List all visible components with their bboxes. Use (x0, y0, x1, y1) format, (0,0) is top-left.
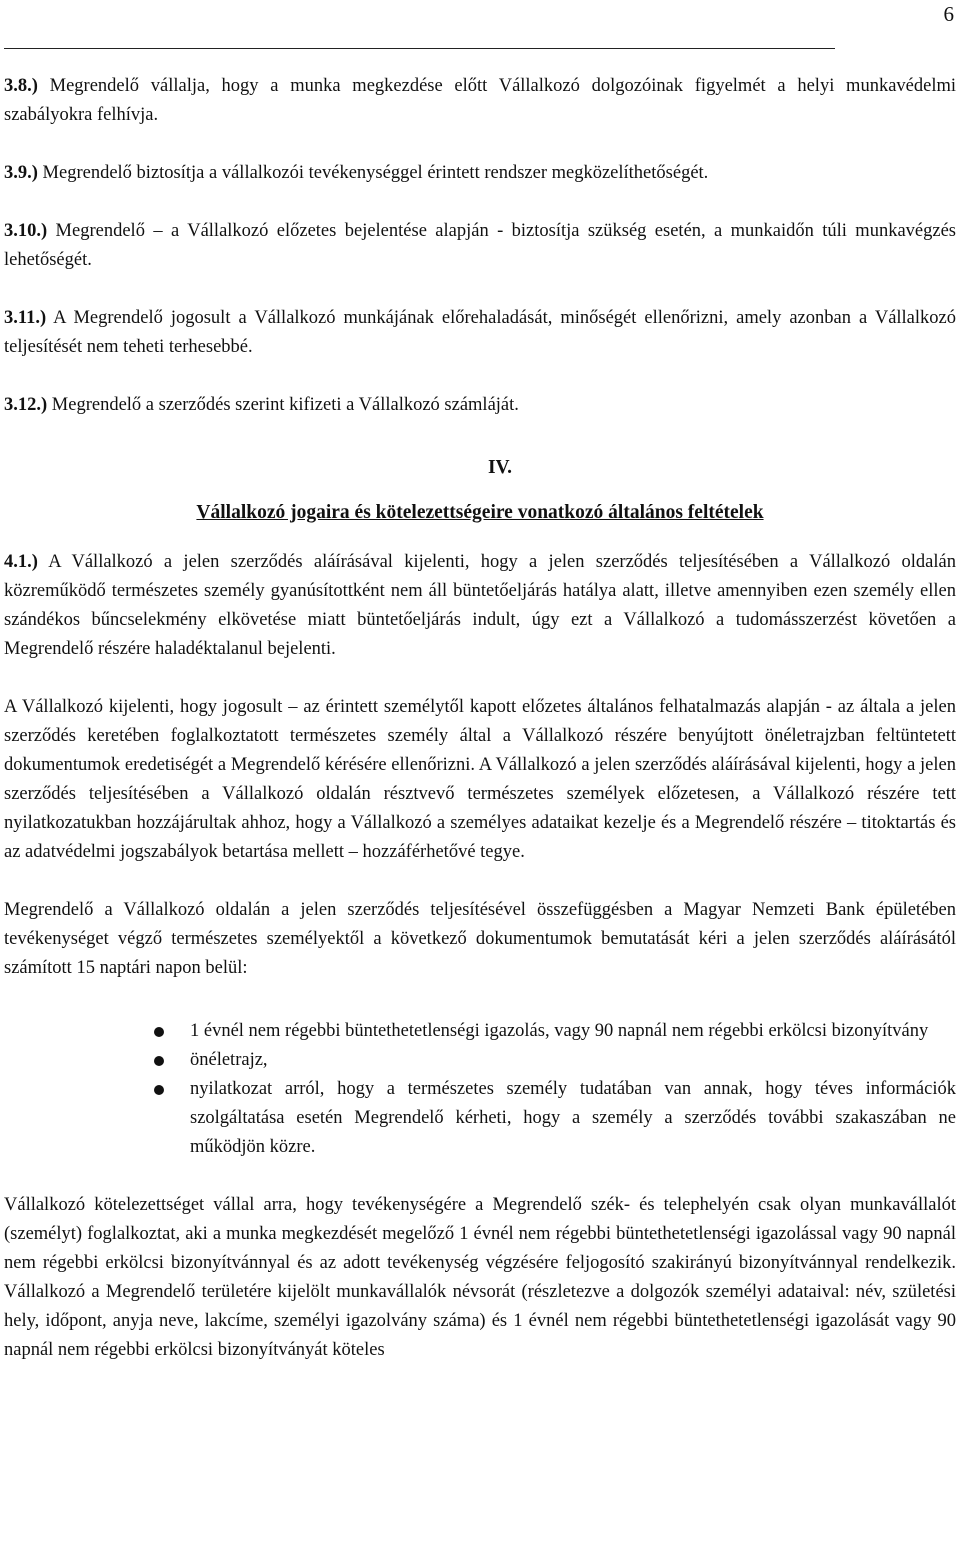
clause-number: 3.10.) (4, 221, 48, 241)
clause-number: 3.11.) (4, 308, 47, 328)
bullet-icon (154, 1027, 164, 1037)
clause-text: Megrendelő vállalja, hogy a munka megkezdése előtt Vállalkozó dolgozóinak figyelmét a helyi munkavédelmi szabályokra felhívja. (4, 76, 956, 125)
section-number: IV. (487, 457, 513, 478)
clause-3-9 (4, 159, 956, 188)
clause-4-1 (4, 548, 956, 664)
list-item-text: 1 évnél nem régebbi büntethetetlenségi igazolás, vagy 90 napnál nem régebbi erkölcsi bizonyítvány (190, 1021, 929, 1041)
document-body (4, 72, 956, 1365)
clause-number: 4.1.) (4, 552, 38, 572)
clause-number: 3.8.) (4, 76, 38, 96)
clause-number: 3.12.) (4, 395, 48, 415)
obligation-paragraph: Vállalkozó kötelezettséget vállal arra, hogy tevékenységére a Megrendelő szék- és telephelyén csak olyan munkavállalót (személyt) foglalkoztat, aki a munka megkezdését megelőző 1 évnél nem régebbi büntethetetlenségi igazolással vagy 90 napnál nem régebbi erkölcsi bizonyítvánnyal és az adott tevékenység végzésére feljogosító szakirányú bizonyítvánnyal rendelkezik. Vállalkozó a Megrendelő területére kijelölt munkavállalók névsorát (részletezve a dolgozók személyi adataival: név, születési hely, időpont, anyja neve, lakcíme, személyi igazolvány száma) és 1 évnél nem régebbi büntethetetlenségi igazolását vagy 90 napnál nem régebbi erkölcsi bizonyítványát köteles (4, 1195, 956, 1360)
clause-text: A Megrendelő jogosult a Vállalkozó munkájának előrehaladását, minőségét ellenőrizni, amely azonban a Vállalkozó teljesítését nem teheti terhesebbé. (4, 308, 956, 357)
list-item-text: nyilatkozat arról, hogy a természetes személy tudatában van annak, hogy téves információk szolgáltatása esetén Megrendelő kérheti, hogy a személy a szerződés további szakaszában ne működjön közre. (190, 1079, 956, 1157)
clause-3-12 (4, 391, 956, 420)
bullet-icon (154, 1085, 164, 1095)
clause-text: Megrendelő – a Vállalkozó előzetes bejelentése alapján - biztosítja szükség esetén, a munkaidőn túli munkavégzés lehetőségét. (4, 221, 956, 270)
list-item (4, 1017, 956, 1046)
clause-text: Megrendelő biztosítja a vállalkozói tevékenységgel érintett rendszer megközelíthetőségét. (37, 163, 709, 183)
declaration-paragraph: A Vállalkozó kijelenti, hogy jogosult – az érintett személytől kapott előzetes általános felhatalmazás alapján - az általa a jelen szerződés keretében foglalkoztatott természetes személy által a Vállalkozó részére benyújtott önéletrajzban feltüntetett dokumentumok eredetiségét a Megrendelő kérésére ellenőrizni. A Vállalkozó a jelen szerződés aláírásával kijelenti, hogy a jelen szerződés teljesítésében a Vállalkozó oldalán résztvevő természetes személyek előzetesen, a Vállalkozó részére tett nyilatkozatukban hozzájárultak ahhoz, hogy a Vállalkozó a személyes adataikat kezelje és a Megrendelő részére – titoktartás és az adatvédelmi jogszabályok betartása mellett – hozzáférhetővé tegye. (4, 697, 956, 862)
clause-3-10 (4, 217, 956, 275)
clause-3-11 (4, 304, 956, 362)
section-title: Vállalkozó jogaira és kötelezettségeire vonatkozó általános feltételek (196, 502, 764, 523)
list-item (4, 1075, 956, 1162)
clause-3-8 (4, 72, 956, 130)
page-number: 6 (943, 2, 954, 26)
clause-text: A Vállalkozó a jelen szerződés aláírásával kijelenti, hogy a jelen szerződés teljesítésében a Vállalkozó oldalán közreműködő természetes személy gyanúsítottként nem áll büntetőeljárás hatálya alatt, illetve amennyiben ezen személy ellen szándékos bűncselekmény elkövetése miatt büntetőeljárás indult, úgy ezt a Vállalkozó a tudomásszerzést követően a Megrendelő részére haladéktalanul bejelenti. (4, 552, 956, 659)
page-header (0, 0, 960, 60)
list-item (4, 1046, 956, 1075)
clause-text: Megrendelő a szerződés szerint kifizeti a Vállalkozó számláját. (47, 395, 519, 415)
document-request-paragraph: Megrendelő a Vállalkozó oldalán a jelen szerződés teljesítésével összefüggésben a Magyar Nemzeti Bank épületében tevékenységet végző természetes személyektől a következő dokumentumok bemutatását kéri a jelen szerződés aláírásától számított 15 naptári napon belül: (4, 900, 956, 978)
required-documents-list (4, 1017, 956, 1162)
clause-number: 3.9.) (4, 163, 38, 183)
header-rule (4, 48, 835, 49)
list-item-text: önéletrajz, (190, 1050, 268, 1070)
bullet-icon (154, 1056, 164, 1066)
